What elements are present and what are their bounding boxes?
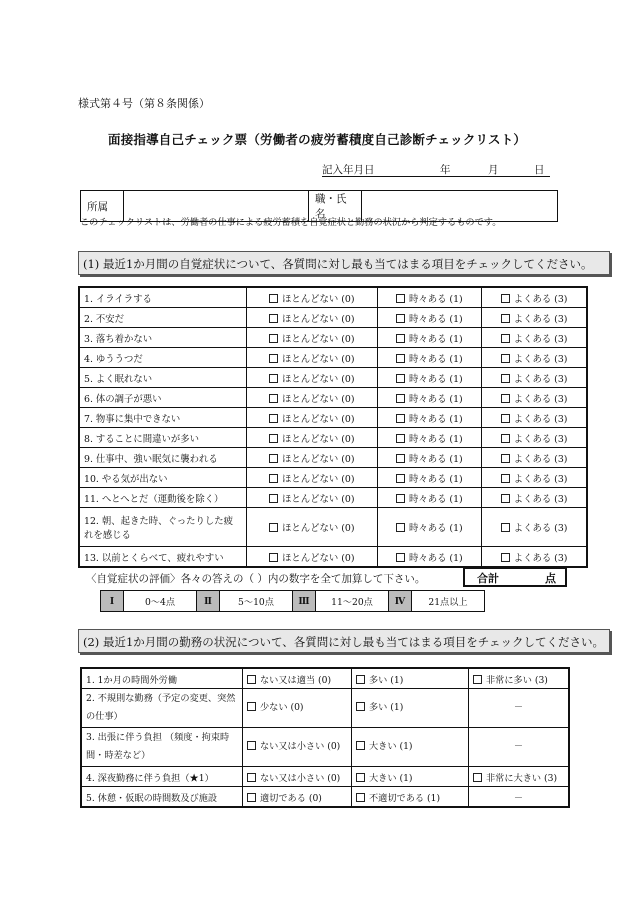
- symptom-option[interactable]: [247, 328, 378, 348]
- option-label: 多い (1): [369, 674, 404, 686]
- symptom-row: [79, 508, 587, 547]
- section2-heading: (2) 最近1か月間の勤務の状況について、各質問に対し最も当てはまる項目をチェックしてください。: [78, 629, 610, 653]
- job-name-label: 職・氏名: [309, 191, 362, 222]
- option-label: よくある (3): [513, 373, 568, 385]
- symptom-row: [79, 448, 587, 468]
- work-option[interactable]: [352, 767, 469, 787]
- symptom-option[interactable]: [482, 388, 587, 408]
- checkbox-icon[interactable]: [396, 334, 405, 343]
- option-label: よくある (3): [513, 353, 568, 365]
- option-label: ほとんどない (0): [282, 313, 355, 325]
- option-label: よくある (3): [513, 293, 568, 305]
- symptom-row: [79, 388, 587, 408]
- symptom-option[interactable]: [377, 308, 482, 328]
- checkbox-icon[interactable]: [247, 702, 256, 711]
- option-label: ほとんどない (0): [282, 333, 355, 345]
- symptom-option[interactable]: [482, 547, 587, 568]
- option-label: 適切である (0): [260, 792, 322, 804]
- checkbox-icon[interactable]: [501, 354, 510, 363]
- checkbox-icon[interactable]: [501, 334, 510, 343]
- symptom-option[interactable]: [377, 287, 482, 308]
- option-label: ほとんどない (0): [282, 293, 355, 305]
- symptom-row: [79, 468, 587, 488]
- option-label: ない又は小さい (0): [260, 772, 341, 784]
- symptom-option[interactable]: [377, 328, 482, 348]
- checkbox-icon[interactable]: [473, 773, 482, 782]
- symptom-option[interactable]: [377, 348, 482, 368]
- option-label: 時々ある (1): [408, 293, 463, 305]
- work-question: 2. 不規則な勤務（予定の変更、突然の仕事）: [81, 689, 243, 728]
- symptom-option[interactable]: [247, 488, 378, 508]
- work-question: 5. 休憩・仮眠の時間数及び施設: [81, 787, 243, 808]
- option-label: ほとんどない (0): [282, 433, 355, 445]
- checkbox-icon[interactable]: [501, 434, 510, 443]
- option-label: 時々ある (1): [408, 523, 463, 534]
- checkbox-icon[interactable]: [356, 793, 365, 802]
- work-option[interactable]: [243, 728, 352, 767]
- scale-range: 11〜20点: [316, 591, 389, 612]
- total-label: 合計: [477, 572, 499, 585]
- work-question: 1. 1か月の時間外労働: [81, 668, 243, 689]
- work-option[interactable]: [243, 668, 352, 689]
- checkbox-icon[interactable]: [269, 314, 278, 323]
- work-option[interactable]: [352, 689, 469, 728]
- work-option[interactable]: [352, 787, 469, 808]
- symptom-option[interactable]: [482, 328, 587, 348]
- symptom-question: 4. ゆううつだ: [79, 348, 247, 368]
- checkbox-icon[interactable]: [269, 454, 278, 463]
- symptom-option[interactable]: [482, 448, 587, 468]
- scale-level: Ⅱ: [197, 591, 220, 612]
- checkbox-icon[interactable]: [501, 394, 510, 403]
- checkbox-icon[interactable]: [269, 294, 278, 303]
- work-question: 4. 深夜勤務に伴う負担（★1）: [81, 767, 243, 787]
- scale-range: 21点以上: [412, 591, 485, 612]
- symptom-question: 1. イライラする: [79, 287, 247, 308]
- symptom-question: 2. 不安だ: [79, 308, 247, 328]
- checkbox-icon[interactable]: [269, 394, 278, 403]
- symptom-option[interactable]: [377, 468, 482, 488]
- symptom-question: 11. へとへとだ（運動後を除く）: [79, 488, 247, 508]
- symptom-option[interactable]: [247, 368, 378, 388]
- symptom-row: [79, 348, 587, 368]
- symptom-row: [79, 368, 587, 388]
- option-label: ほとんどない (0): [282, 393, 355, 405]
- checkbox-icon[interactable]: [501, 314, 510, 323]
- option-label: よくある (3): [513, 433, 568, 445]
- option-label: よくある (3): [513, 453, 568, 465]
- option-label: 大きい (1): [369, 741, 413, 752]
- symptom-option[interactable]: [482, 428, 587, 448]
- option-label: よくある (3): [513, 523, 568, 534]
- option-label: 時々ある (1): [408, 552, 463, 564]
- option-label: 多い (1): [369, 702, 404, 713]
- option-label: ない又は小さい (0): [260, 741, 341, 752]
- checkbox-icon[interactable]: [356, 741, 365, 750]
- form-number: 様式第４号（第８条関係）: [78, 97, 210, 110]
- work-option[interactable]: [243, 689, 352, 728]
- checkbox-icon[interactable]: [269, 553, 278, 562]
- symptom-option[interactable]: [482, 348, 587, 368]
- symptom-row: [79, 408, 587, 428]
- work-option[interactable]: [243, 787, 352, 808]
- symptom-option[interactable]: [482, 488, 587, 508]
- option-label: 時々ある (1): [408, 313, 463, 325]
- option-label: 時々ある (1): [408, 493, 463, 505]
- symptom-row: [79, 428, 587, 448]
- option-label: 大きい (1): [369, 772, 413, 784]
- checkbox-icon[interactable]: [501, 494, 510, 503]
- option-label: ほとんどない (0): [282, 473, 355, 485]
- checkbox-icon[interactable]: [396, 394, 405, 403]
- checkbox-icon[interactable]: [269, 494, 278, 503]
- option-label: 時々ある (1): [408, 333, 463, 345]
- symptom-row: [79, 488, 587, 508]
- work-option[interactable]: [352, 668, 469, 689]
- symptom-option[interactable]: [377, 488, 482, 508]
- option-label: ほとんどない (0): [282, 453, 355, 465]
- symptom-question: 6. 体の調子が悪い: [79, 388, 247, 408]
- intro-text: このチェックリストは、労働者の仕事による疲労蓄積を自覚症状と勤務の状況から判定するものです。: [80, 217, 502, 228]
- symptom-question: 10. やる気が出ない: [79, 468, 247, 488]
- option-label: よくある (3): [513, 552, 568, 564]
- symptom-option[interactable]: [482, 408, 587, 428]
- dept-label: 所属: [81, 191, 124, 222]
- scale-level: Ⅰ: [101, 591, 124, 612]
- symptom-option[interactable]: [482, 368, 587, 388]
- option-label: ほとんどない (0): [282, 523, 355, 534]
- total-score-box[interactable]: [463, 567, 567, 587]
- option-label: 時々ある (1): [408, 353, 463, 365]
- symptom-option[interactable]: [247, 348, 378, 368]
- checkbox-icon[interactable]: [501, 454, 510, 463]
- symptom-option[interactable]: [482, 287, 587, 308]
- not-applicable-cell: －: [469, 787, 570, 808]
- symptom-question: 3. 落ち着かない: [79, 328, 247, 348]
- option-label: 時々ある (1): [408, 393, 463, 405]
- not-applicable-cell: －: [469, 689, 570, 728]
- work-row: [81, 728, 569, 767]
- symptom-question: 5. よく眠れない: [79, 368, 247, 388]
- date-underline: [322, 176, 550, 177]
- option-label: 時々ある (1): [408, 453, 463, 465]
- symptom-option[interactable]: [482, 308, 587, 328]
- option-label: よくある (3): [513, 393, 568, 405]
- symptom-option[interactable]: [247, 508, 378, 547]
- checkbox-icon[interactable]: [247, 773, 256, 782]
- symptom-option[interactable]: [377, 428, 482, 448]
- option-label: ない又は適当 (0): [260, 674, 332, 686]
- work-row: [81, 668, 569, 689]
- symptom-row: [79, 547, 587, 568]
- option-label: ほとんどない (0): [282, 493, 355, 505]
- symptom-option[interactable]: [247, 308, 378, 328]
- month-label: 月: [488, 164, 499, 176]
- option-label: 非常に多い (3): [486, 674, 548, 686]
- option-label: よくある (3): [513, 473, 568, 485]
- option-label: 少ない (0): [260, 702, 304, 713]
- work-row: [81, 689, 569, 728]
- day-label: 日: [534, 164, 545, 176]
- option-label: よくある (3): [513, 313, 568, 325]
- symptom-option[interactable]: [247, 388, 378, 408]
- checkbox-icon[interactable]: [269, 523, 278, 532]
- checkbox-icon[interactable]: [501, 523, 510, 532]
- option-label: 時々ある (1): [408, 473, 463, 485]
- checkbox-icon[interactable]: [501, 553, 510, 562]
- checkbox-icon[interactable]: [356, 675, 365, 684]
- checkbox-icon[interactable]: [501, 414, 510, 423]
- symptom-option[interactable]: [247, 468, 378, 488]
- symptom-row: [79, 287, 587, 308]
- checkbox-icon[interactable]: [269, 354, 278, 363]
- symptom-option[interactable]: [377, 408, 482, 428]
- checkbox-icon[interactable]: [501, 474, 510, 483]
- checkbox-icon[interactable]: [396, 553, 405, 562]
- symptom-option[interactable]: [247, 428, 378, 448]
- checkbox-icon[interactable]: [501, 294, 510, 303]
- checkbox-icon[interactable]: [396, 314, 405, 323]
- option-label: ほとんどない (0): [282, 373, 355, 385]
- option-label: よくある (3): [513, 413, 568, 425]
- scale-range: 0〜4点: [124, 591, 197, 612]
- option-label: ほとんどない (0): [282, 552, 355, 564]
- entry-date-row: [322, 162, 545, 177]
- checkbox-icon[interactable]: [247, 675, 256, 684]
- checkbox-icon[interactable]: [247, 793, 256, 802]
- not-applicable-cell: －: [469, 728, 570, 767]
- checkbox-icon[interactable]: [473, 675, 482, 684]
- checkbox-icon[interactable]: [396, 374, 405, 383]
- checkbox-icon[interactable]: [269, 374, 278, 383]
- option-label: 時々ある (1): [408, 413, 463, 425]
- evaluation-scale: [100, 590, 485, 612]
- date-label: 記入年月日: [322, 164, 375, 176]
- symptom-option[interactable]: [377, 547, 482, 568]
- option-label: よくある (3): [513, 493, 568, 505]
- symptom-option[interactable]: [377, 448, 482, 468]
- total-unit: 点: [545, 572, 556, 585]
- checkbox-icon[interactable]: [396, 434, 405, 443]
- checkbox-icon[interactable]: [356, 702, 365, 711]
- checkbox-icon[interactable]: [396, 474, 405, 483]
- symptom-option[interactable]: [247, 547, 378, 568]
- checkbox-icon[interactable]: [269, 334, 278, 343]
- checkbox-icon[interactable]: [269, 474, 278, 483]
- symptom-option[interactable]: [247, 448, 378, 468]
- work-option[interactable]: [243, 767, 352, 787]
- checkbox-icon[interactable]: [396, 354, 405, 363]
- work-row: [81, 767, 569, 787]
- symptom-question: 8. することに間違いが多い: [79, 428, 247, 448]
- symptom-question: 9. 仕事中、強い眠気に襲われる: [79, 448, 247, 468]
- checkbox-icon[interactable]: [269, 414, 278, 423]
- year-label: 年: [440, 164, 451, 176]
- checkbox-icon[interactable]: [396, 454, 405, 463]
- symptom-option[interactable]: [377, 388, 482, 408]
- checkbox-icon[interactable]: [356, 773, 365, 782]
- work-option[interactable]: [469, 767, 570, 787]
- scale-level: Ⅳ: [389, 591, 412, 612]
- checkbox-icon[interactable]: [396, 294, 405, 303]
- option-label: 時々ある (1): [408, 373, 463, 385]
- option-label: 非常に大きい (3): [486, 772, 558, 784]
- checkbox-icon[interactable]: [501, 374, 510, 383]
- symptom-question: 12. 朝、起きた時、ぐったりした疲れを感じる: [79, 508, 247, 547]
- symptom-question: 13. 以前とくらべて、疲れやすい: [79, 547, 247, 568]
- symptom-question: 7. 物事に集中できない: [79, 408, 247, 428]
- symptom-option[interactable]: [247, 287, 378, 308]
- work-option[interactable]: [469, 668, 570, 689]
- work-question: 3. 出張に伴う負担 （頻度・拘束時間・時差など）: [81, 728, 243, 767]
- symptom-row: [79, 308, 587, 328]
- symptom-table: [78, 286, 588, 568]
- work-option[interactable]: [352, 728, 469, 767]
- scale-level: Ⅲ: [293, 591, 316, 612]
- work-row: [81, 787, 569, 808]
- checkbox-icon[interactable]: [396, 494, 405, 503]
- symptom-option[interactable]: [377, 368, 482, 388]
- work-status-table: [80, 667, 570, 808]
- option-label: ほとんどない (0): [282, 353, 355, 365]
- section1-heading: (1) 最近1か月間の自覚症状について、各質問に対し最も当てはまる項目をチェックしてください。: [78, 251, 610, 275]
- checkbox-icon[interactable]: [269, 434, 278, 443]
- option-label: 時々ある (1): [408, 433, 463, 445]
- symptom-option[interactable]: [377, 508, 482, 547]
- checkbox-icon[interactable]: [247, 741, 256, 750]
- option-label: 不適切である (1): [369, 792, 441, 804]
- checkbox-icon[interactable]: [396, 414, 405, 423]
- option-label: ほとんどない (0): [282, 413, 355, 425]
- symptom-option[interactable]: [482, 508, 587, 547]
- scale-range: 5〜10点: [220, 591, 293, 612]
- checkbox-icon[interactable]: [396, 523, 405, 532]
- symptom-row: [79, 328, 587, 348]
- page-title: 面接指導自己チェック票（労働者の疲労蓄積度自己診断チェックリスト）: [108, 132, 527, 147]
- symptom-option[interactable]: [482, 468, 587, 488]
- option-label: よくある (3): [513, 333, 568, 345]
- symptom-option[interactable]: [247, 408, 378, 428]
- evaluation-note: 〈自覚症状の評価〉各々の答えの（ ）内の数字を全て加算して下さい。: [86, 573, 426, 585]
